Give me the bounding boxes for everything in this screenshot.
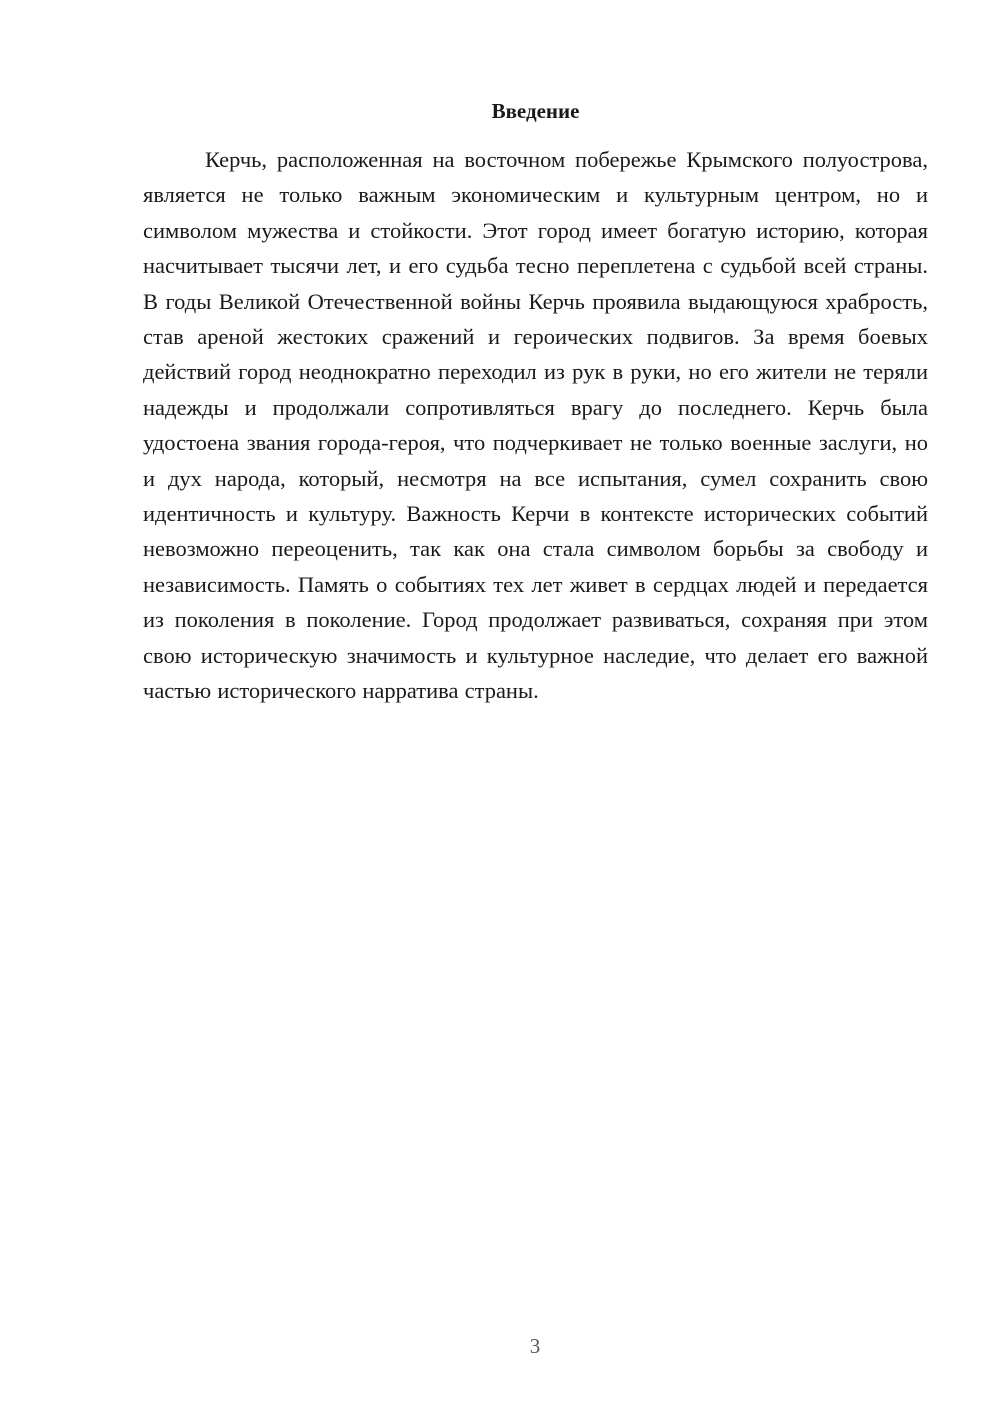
page-number: 3: [529, 1334, 541, 1358]
page-heading: Введение: [491, 99, 580, 123]
body-paragraph: Керчь, расположенная на восточном побережье Крымского полуострова, является не только важным экономическим и культурным центром, но и символом мужества и стойкости. Этот город имеет богатую историю, которая насчитывает тысячи лет, и его судьба тесно переплетена с судьбой всей страны. В годы Великой Отечественной войны Керчь проявила выдающуюся храбрость, став ареной жестоких сражений и героических подвигов. За время боевых действий город неоднократно переходил из рук в руки, но его жители не теряли надежды и продолжали сопротивляться врагу до последнего. Керчь была удостоена звания города-героя, что подчеркивает не только военные заслуги, но и дух народа, который, несмотря на все испытания, сумел сохранить свою идентичность и культуру. Важность Керчи в контексте исторических событий невозможно переоценить, так как она стала символом борьбы за свободу и независимость. Память о событиях тех лет живет в сердцах людей и передается из поколения в поколение. Город продолжает развиваться, сохраняя при этом свою историческую значимость и культурное наследие, что делает его важной частью исторического нарратива страны.: [143, 147, 928, 704]
